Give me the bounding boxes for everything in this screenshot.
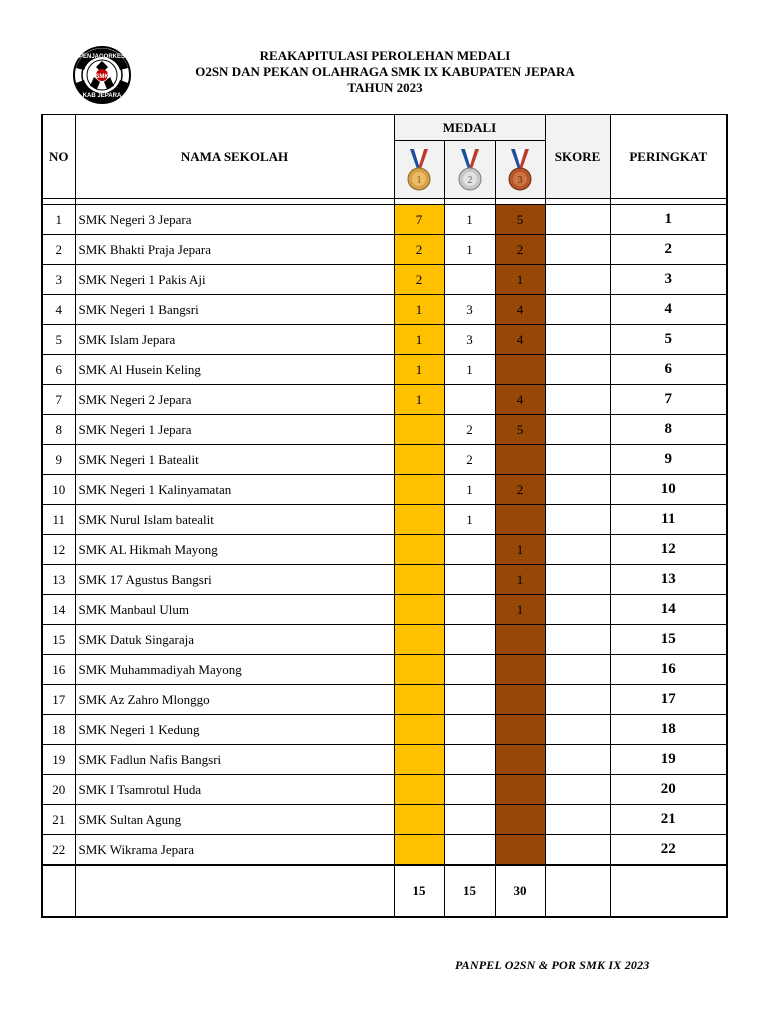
row-silver-count [444,835,495,866]
table-row [42,775,727,805]
gold-medal-number: 1 [416,174,422,186]
row-bronze-count [495,835,545,866]
row-gold-count: 1 [394,295,444,325]
row-rank: 15 [610,625,727,655]
row-skore [545,595,610,625]
row-silver-count [444,775,495,805]
row-rank: 18 [610,715,727,745]
row-no: 8 [42,415,75,445]
bronze-medal-icon [505,147,535,193]
row-silver-count [444,565,495,595]
gold-medal-icon [404,147,434,193]
row-silver-count [444,655,495,685]
row-bronze-count [495,355,545,385]
row-bronze-count [495,775,545,805]
bronze-medal-header [495,141,545,199]
row-rank: 3 [610,265,727,295]
medal-table [41,114,728,918]
row-gold-count [394,805,444,835]
row-school-name: SMK AL Hikmah Mayong [75,535,394,565]
row-gold-count [394,475,444,505]
row-no: 16 [42,655,75,685]
row-rank: 4 [610,295,727,325]
col-header-skore: SKORE [545,115,610,199]
table-row [42,745,727,775]
table-row [42,385,727,415]
table-row [42,565,727,595]
row-school-name: SMK 17 Agustus Bangsri [75,565,394,595]
logo-bottom-text: KAB JEPARA [82,93,122,99]
table-row [42,415,727,445]
row-rank: 10 [610,475,727,505]
row-rank: 11 [610,505,727,535]
row-rank: 7 [610,385,727,415]
row-school-name: SMK Negeri 3 Jepara [75,205,394,235]
silver-medal-number: 2 [467,174,472,186]
silver-medal-icon [455,147,485,193]
row-no: 4 [42,295,75,325]
row-no: 1 [42,205,75,235]
row-silver-count: 2 [444,415,495,445]
row-silver-count [444,625,495,655]
total-silver: 15 [444,865,495,917]
row-school-name: SMK Manbaul Ulum [75,595,394,625]
row-skore [545,205,610,235]
row-no: 2 [42,235,75,265]
row-bronze-count [495,445,545,475]
row-rank: 20 [610,775,727,805]
row-school-name: SMK Nurul Islam batealit [75,505,394,535]
table-row [42,715,727,745]
row-silver-count: 1 [444,475,495,505]
row-silver-count [444,715,495,745]
row-gold-count: 7 [394,205,444,235]
row-school-name: SMK Al Husein Keling [75,355,394,385]
row-no: 12 [42,535,75,565]
row-gold-count: 1 [394,325,444,355]
row-school-name: SMK Negeri 1 Batealit [75,445,394,475]
row-bronze-count: 1 [495,265,545,295]
table-row [42,205,727,235]
totals-row [42,865,727,917]
row-skore [545,745,610,775]
row-no: 11 [42,505,75,535]
row-silver-count: 3 [444,325,495,355]
row-bronze-count: 5 [495,415,545,445]
table-row [42,655,727,685]
row-school-name: SMK Az Zahro Mlonggo [75,685,394,715]
row-rank: 13 [610,565,727,595]
row-no: 17 [42,685,75,715]
row-silver-count: 2 [444,445,495,475]
logo-center-text: SMK [95,74,109,80]
row-no: 20 [42,775,75,805]
row-silver-count: 1 [444,205,495,235]
row-gold-count [394,745,444,775]
row-rank: 22 [610,835,727,866]
row-silver-count: 3 [444,295,495,325]
row-gold-count [394,535,444,565]
totals-rank [610,865,727,917]
row-school-name: SMK Negeri 1 Kalinyamatan [75,475,394,505]
row-silver-count: 1 [444,235,495,265]
row-skore [545,265,610,295]
row-rank: 5 [610,325,727,355]
row-bronze-count [495,745,545,775]
row-gold-count [394,775,444,805]
row-rank: 9 [610,445,727,475]
row-silver-count [444,535,495,565]
row-rank: 17 [610,685,727,715]
row-skore [545,625,610,655]
table-row [42,325,727,355]
row-rank: 8 [610,415,727,445]
row-bronze-count: 4 [495,295,545,325]
col-header-name: NAMA SEKOLAH [75,115,394,199]
row-rank: 1 [610,205,727,235]
row-no: 22 [42,835,75,866]
row-no: 10 [42,475,75,505]
table-row [42,475,727,505]
row-bronze-count: 4 [495,325,545,355]
table-row [42,505,727,535]
row-skore [545,295,610,325]
gold-medal-header [394,141,444,199]
row-rank: 21 [610,805,727,835]
totals-no [42,865,75,917]
title-line-2: O2SN DAN PEKAN OLAHRAGA SMK IX KABUPATEN JEPARA [195,64,575,79]
row-skore [545,385,610,415]
row-silver-count: 1 [444,505,495,535]
title-line-3: TAHUN 2023 [347,80,423,95]
row-gold-count [394,655,444,685]
row-skore [545,835,610,866]
row-school-name: SMK Negeri 1 Pakis Aji [75,265,394,295]
row-no: 14 [42,595,75,625]
row-rank: 2 [610,235,727,265]
row-gold-count [394,505,444,535]
row-skore [545,355,610,385]
row-silver-count [444,685,495,715]
title-line-1: REAKAPITULASI PEROLEHAN MEDALI [259,48,511,63]
row-gold-count [394,685,444,715]
row-no: 15 [42,625,75,655]
table-row [42,535,727,565]
row-no: 6 [42,355,75,385]
row-skore [545,685,610,715]
row-silver-count [444,595,495,625]
row-silver-count: 1 [444,355,495,385]
header-row-1 [42,115,727,141]
row-school-name: SMK Negeri 1 Kedung [75,715,394,745]
row-gold-count [394,595,444,625]
table-row [42,265,727,295]
row-no: 21 [42,805,75,835]
total-gold: 15 [394,865,444,917]
row-skore [545,445,610,475]
row-school-name: SMK Sultan Agung [75,805,394,835]
col-header-no: NO [42,115,75,199]
row-no: 18 [42,715,75,745]
row-school-name: SMK Bhakti Praja Jepara [75,235,394,265]
row-skore [545,325,610,355]
row-bronze-count: 2 [495,475,545,505]
row-bronze-count [495,685,545,715]
row-school-name: SMK Wikrama Jepara [75,835,394,866]
row-school-name: SMK Negeri 1 Bangsri [75,295,394,325]
table-row [42,235,727,265]
table-row [42,355,727,385]
row-silver-count [444,385,495,415]
row-rank: 19 [610,745,727,775]
row-school-name: SMK Fadlun Nafis Bangsri [75,745,394,775]
row-bronze-count [495,805,545,835]
bronze-medal-number: 3 [517,174,523,186]
row-skore [545,565,610,595]
row-skore [545,415,610,445]
row-gold-count: 2 [394,265,444,295]
row-gold-count: 2 [394,235,444,265]
row-bronze-count: 5 [495,205,545,235]
event-logo [64,46,140,104]
row-no: 3 [42,265,75,295]
table-row [42,835,727,866]
row-silver-count [444,265,495,295]
row-school-name: SMK Negeri 1 Jepara [75,415,394,445]
table-row [42,595,727,625]
row-rank: 6 [610,355,727,385]
document-title [150,48,620,96]
row-school-name: SMK Negeri 2 Jepara [75,385,394,415]
row-bronze-count [495,655,545,685]
table-row [42,625,727,655]
row-bronze-count: 2 [495,235,545,265]
table-row [42,445,727,475]
row-gold-count [394,625,444,655]
table-row [42,685,727,715]
row-school-name: SMK Islam Jepara [75,325,394,355]
row-gold-count [394,835,444,866]
row-school-name: SMK I Tsamrotul Huda [75,775,394,805]
row-rank: 12 [610,535,727,565]
col-header-peringkat: PERINGKAT [610,115,727,199]
row-bronze-count: 1 [495,535,545,565]
row-no: 7 [42,385,75,415]
row-gold-count: 1 [394,355,444,385]
row-rank: 16 [610,655,727,685]
row-skore [545,235,610,265]
row-skore [545,775,610,805]
row-bronze-count [495,625,545,655]
row-bronze-count [495,505,545,535]
row-bronze-count: 1 [495,565,545,595]
col-header-medali: MEDALI [394,115,545,141]
row-gold-count [394,715,444,745]
row-gold-count [394,415,444,445]
row-silver-count [444,745,495,775]
row-bronze-count: 4 [495,385,545,415]
row-no: 5 [42,325,75,355]
table-row [42,805,727,835]
row-bronze-count [495,715,545,745]
row-skore [545,715,610,745]
row-skore [545,505,610,535]
row-school-name: SMK Muhammadiyah Mayong [75,655,394,685]
row-bronze-count: 1 [495,595,545,625]
row-skore [545,475,610,505]
row-school-name: SMK Datuk Singaraja [75,625,394,655]
row-gold-count [394,565,444,595]
row-gold-count: 1 [394,385,444,415]
row-no: 19 [42,745,75,775]
table-row [42,295,727,325]
row-skore [545,655,610,685]
totals-name [75,865,394,917]
row-gold-count [394,445,444,475]
row-rank: 14 [610,595,727,625]
footer-signature: PANPEL O2SN & POR SMK IX 2023 [455,958,650,972]
row-skore [545,805,610,835]
row-no: 9 [42,445,75,475]
silver-medal-header [444,141,495,199]
row-no: 13 [42,565,75,595]
logo-top-text: PENJAGORKES [78,54,126,60]
total-bronze: 30 [495,865,545,917]
totals-skore [545,865,610,917]
row-silver-count [444,805,495,835]
row-skore [545,535,610,565]
